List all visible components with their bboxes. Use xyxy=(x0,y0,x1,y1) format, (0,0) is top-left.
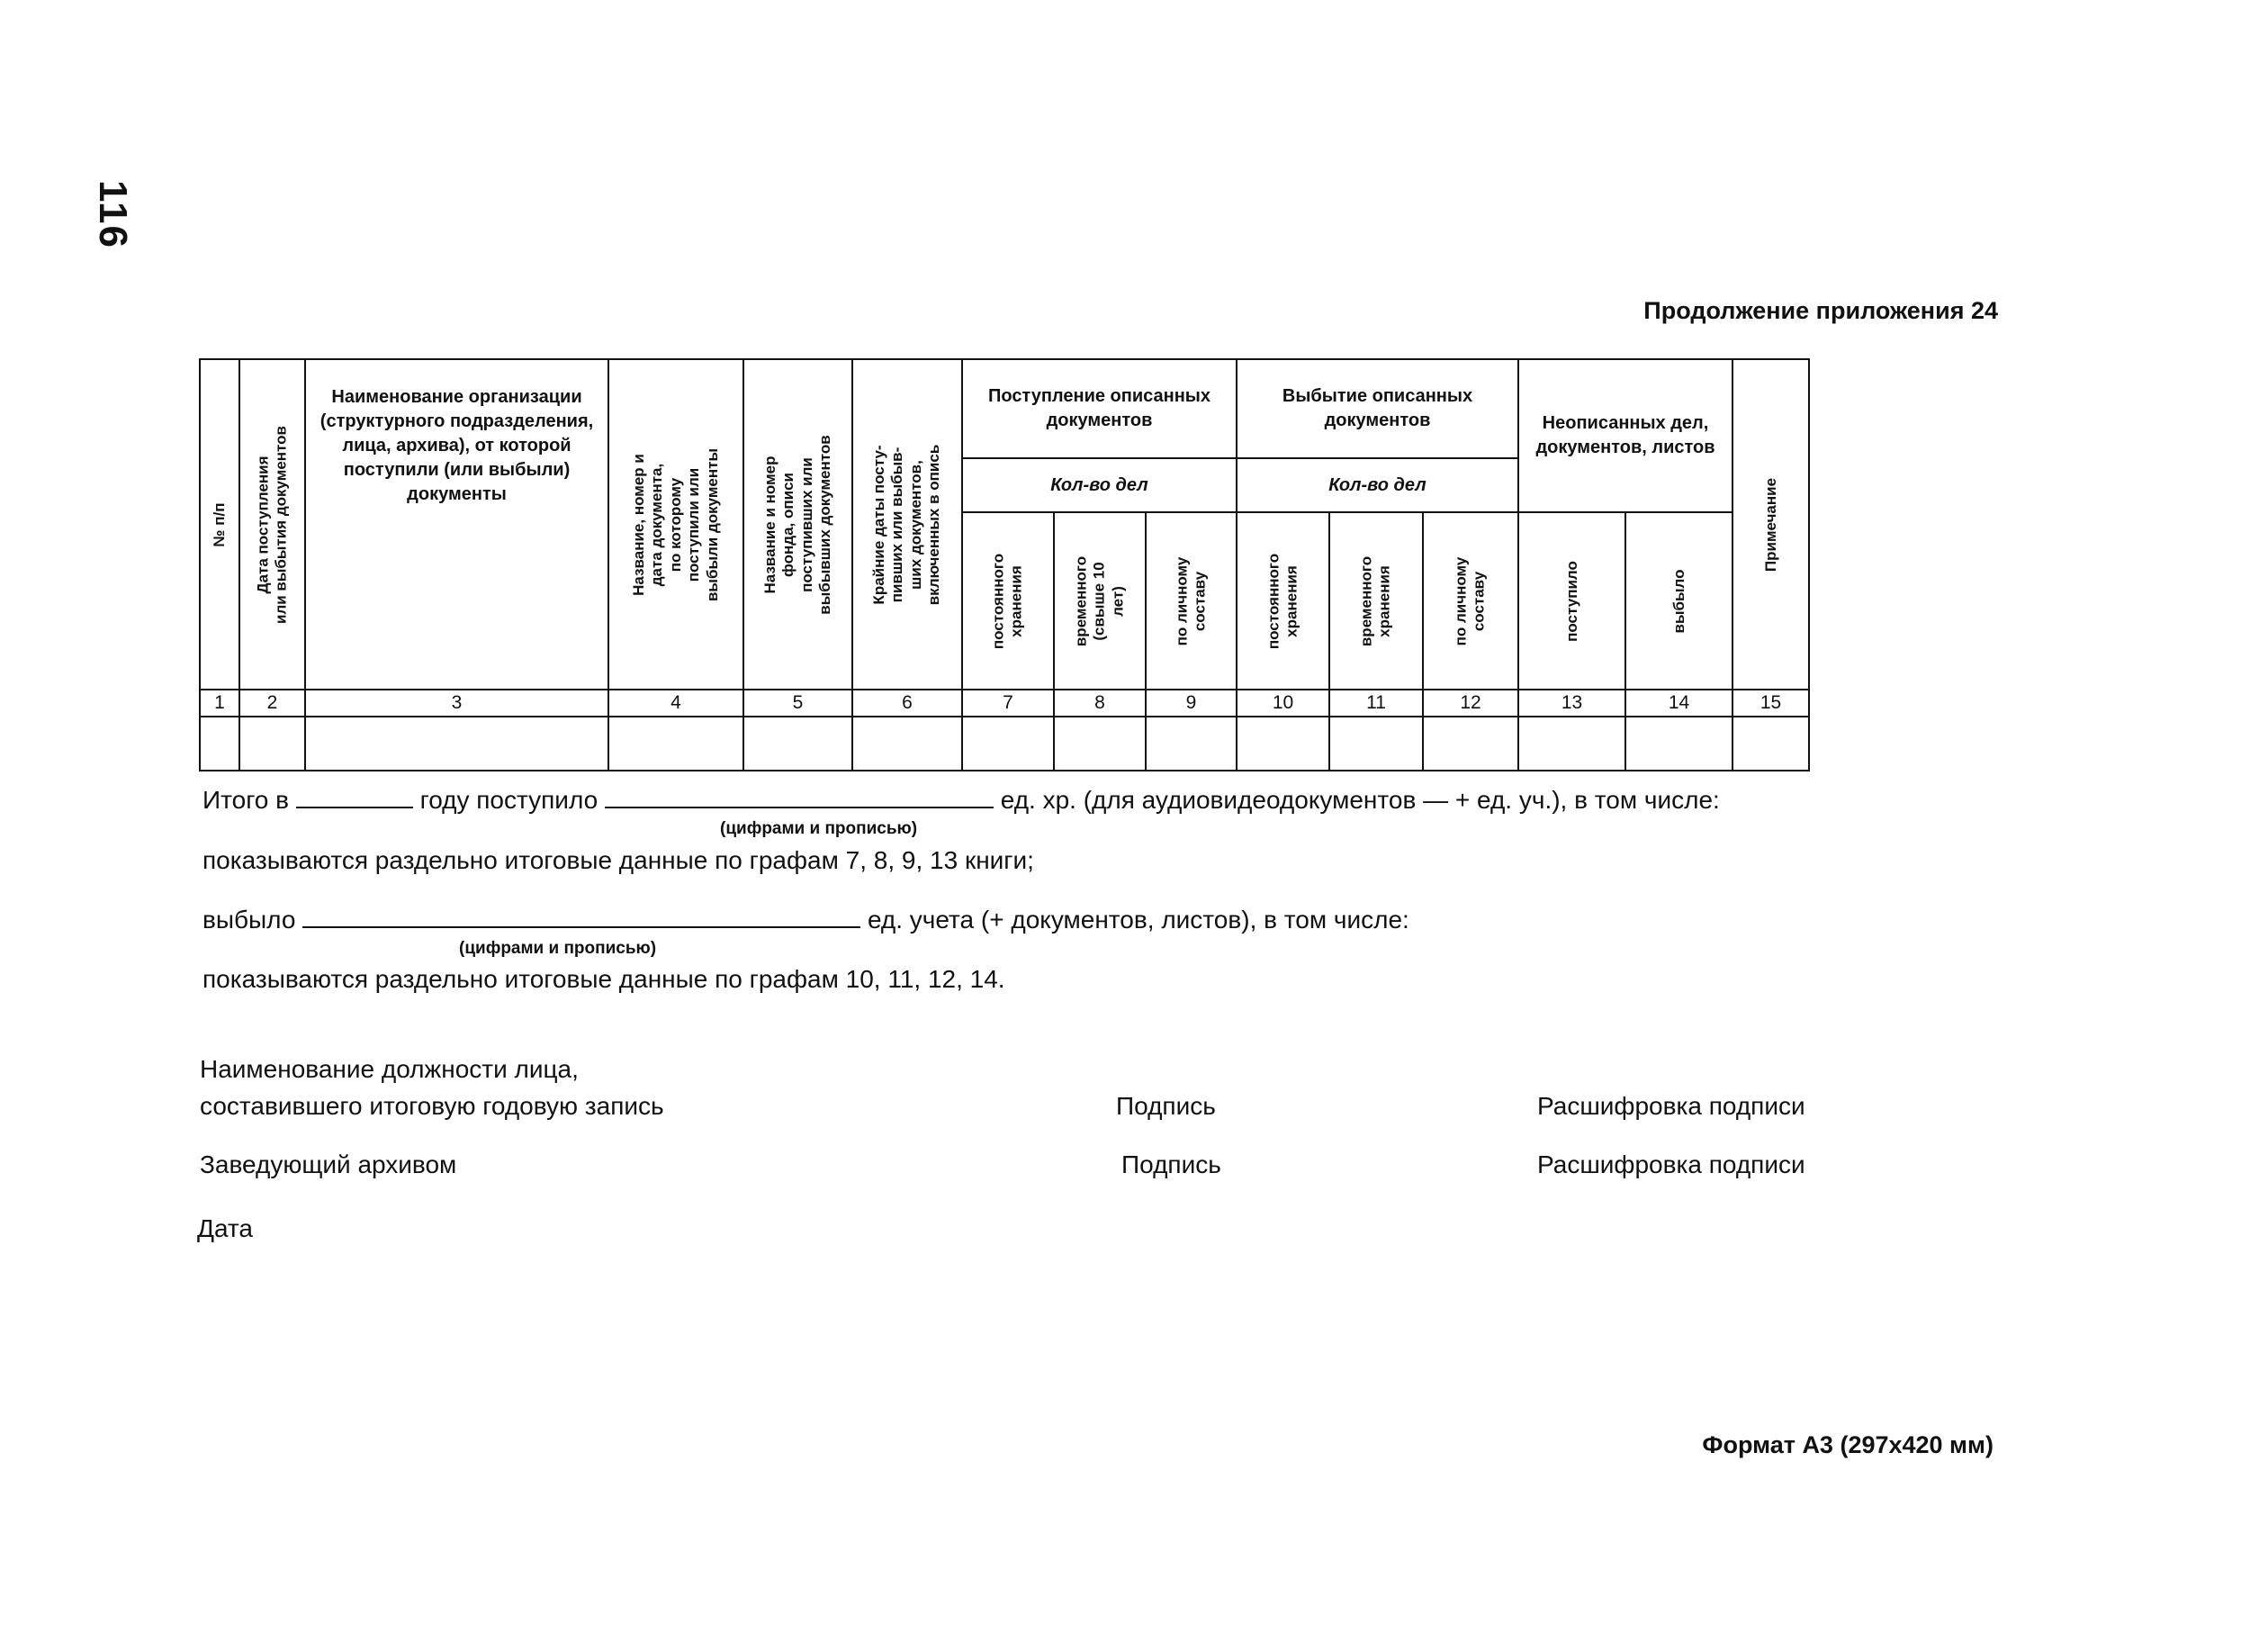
column-number: 14 xyxy=(1625,690,1732,717)
column-number: 9 xyxy=(1146,690,1237,717)
header-count-out: Кол-во дел xyxy=(1237,458,1518,512)
header-col-5: Название и номер фонда, описи поступивших или выбывших документов xyxy=(743,359,852,690)
header-col-7: постоянного хранения xyxy=(962,512,1054,690)
date-label: Дата xyxy=(197,1214,254,1242)
header-col-3: Наименование организации (структурного подразделения, лица, архива), от которой поступили (или выбыли) документы xyxy=(305,359,608,690)
header-col-13: поступило xyxy=(1518,512,1625,690)
summary-line-received: Итого в году поступило ед. хр. (для аудиовидеодокументов — + ед. уч.), в том числе: xyxy=(202,786,1720,814)
header-col-15: Примечание xyxy=(1732,359,1809,690)
column-number: 5 xyxy=(743,690,852,717)
hint-digits-words-2: (цифрами и прописью) xyxy=(459,939,657,958)
summary-line-columns-out: показываются раздельно итоговые данные по графам 10, 11, 12, 14. xyxy=(202,965,1005,993)
table-row-empty xyxy=(200,717,1809,771)
column-number: 10 xyxy=(1237,690,1329,717)
removed-count-blank xyxy=(302,907,860,928)
column-number: 6 xyxy=(852,690,962,717)
header-col-10: постоянного хранения xyxy=(1237,512,1329,690)
column-number: 12 xyxy=(1423,690,1518,717)
signature-label-2: Подпись xyxy=(1121,1150,1221,1178)
hint-digits-words: (цифрами и прописью) xyxy=(720,819,918,838)
page-number: 116 xyxy=(91,180,135,249)
column-number-row xyxy=(200,690,1809,717)
archive-head-label: Заведующий архивом xyxy=(200,1150,457,1178)
summary-line-removed: выбыло ед. учета (+ документов, листов), в том числе: xyxy=(202,906,1409,934)
header-count-in: Кол-во дел xyxy=(962,458,1237,512)
column-number: 11 xyxy=(1329,690,1423,717)
column-number: 15 xyxy=(1732,690,1809,717)
header-group-out: Выбытие описанных документов xyxy=(1237,359,1518,458)
appendix-title: Продолжение приложения 24 xyxy=(1643,297,1998,324)
registration-table xyxy=(199,358,1810,771)
header-col-9: по личному составу xyxy=(1146,512,1237,690)
column-number: 7 xyxy=(962,690,1054,717)
column-number: 4 xyxy=(608,690,743,717)
year-blank xyxy=(296,787,413,808)
column-number: 8 xyxy=(1054,690,1146,717)
signature-decode-1: Расшифровка подписи xyxy=(1537,1092,1805,1120)
position-title: Наименование должности лица, составившего итоговую годовую запись xyxy=(200,1055,664,1120)
column-number: 13 xyxy=(1518,690,1625,717)
header-group-unlisted: Неописанных дел, документов, листов xyxy=(1518,359,1732,512)
column-number: 3 xyxy=(305,690,608,717)
header-col-6: Крайние даты посту- пивших или выбыв- ших документов, включенных в опись xyxy=(852,359,962,690)
header-group-in: Поступление описанных документов xyxy=(962,359,1237,458)
format-note: Формат А3 (297x420 мм) xyxy=(1702,1431,1994,1458)
received-count-blank xyxy=(605,787,994,808)
header-col-2: Дата поступления или выбытия документов xyxy=(239,359,305,690)
signature-label-1: Подпись xyxy=(1116,1092,1216,1120)
summary-line-columns-in: показываются раздельно итоговые данные по графам 7, 8, 9, 13 книги; xyxy=(202,846,1034,874)
column-number: 2 xyxy=(239,690,305,717)
header-col-1: № п/п xyxy=(200,359,239,690)
header-col-11: временного хранения xyxy=(1329,512,1423,690)
column-number: 1 xyxy=(200,690,239,717)
signature-decode-2: Расшифровка подписи xyxy=(1537,1150,1805,1178)
header-col-4: Название, номер и дата документа, по которому поступили или выбыли документы xyxy=(608,359,743,690)
header-col-12: по личному составу xyxy=(1423,512,1518,690)
header-col-14: выбыло xyxy=(1625,512,1732,690)
header-col-8: временного (свыше 10 лет) xyxy=(1054,512,1146,690)
